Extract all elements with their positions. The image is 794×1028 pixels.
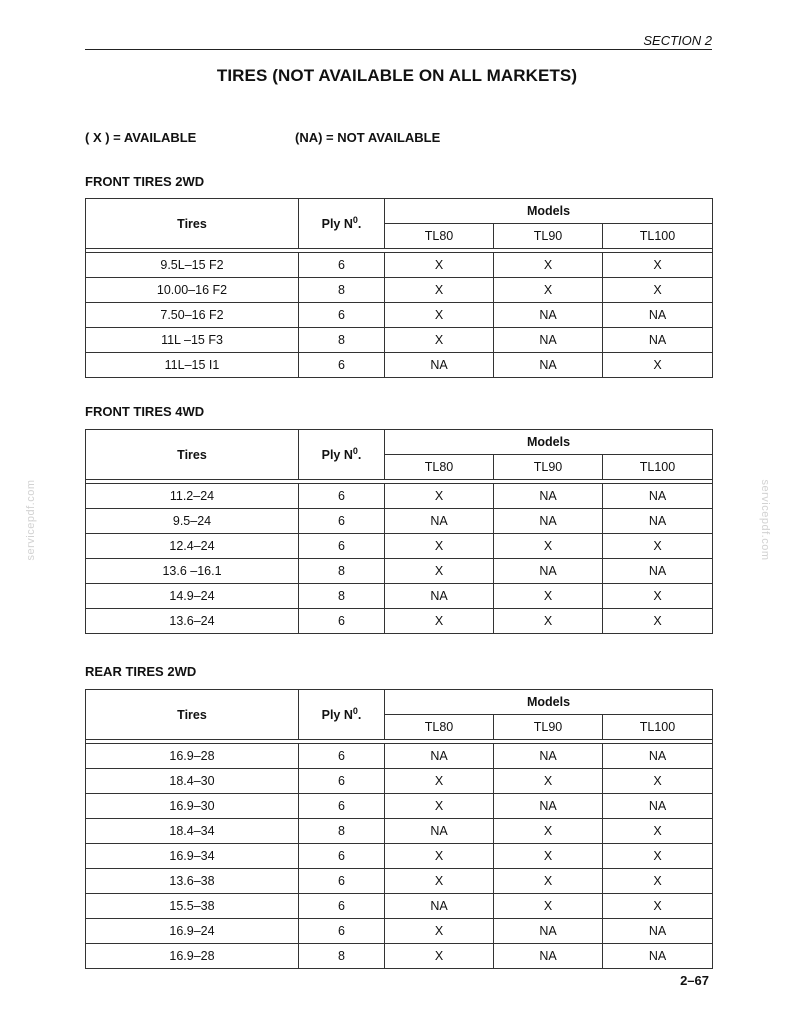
tire-size-cell: 15.5–38 (86, 894, 299, 919)
table-row (86, 484, 713, 509)
availability-cell: X (603, 769, 713, 794)
availability-cell: X (603, 584, 713, 609)
legend-available: ( X ) = AVAILABLE (85, 130, 197, 145)
header-model-m2: TL90 (494, 224, 603, 249)
ply-cell: 6 (299, 744, 385, 769)
ply-cell: 6 (299, 303, 385, 328)
availability-cell: X (494, 534, 603, 559)
availability-cell: NA (385, 744, 494, 769)
availability-cell: X (385, 944, 494, 969)
availability-cell: NA (603, 919, 713, 944)
availability-cell: X (385, 869, 494, 894)
availability-cell: X (494, 278, 603, 303)
table-row (86, 278, 713, 303)
table-row (86, 584, 713, 609)
tire-size-cell: 18.4–34 (86, 819, 299, 844)
header-rule (85, 49, 712, 50)
availability-cell: X (603, 609, 713, 634)
ply-cell: 6 (299, 534, 385, 559)
tire-size-cell: 13.6–38 (86, 869, 299, 894)
availability-cell: NA (494, 303, 603, 328)
tire-size-cell: 16.9–30 (86, 794, 299, 819)
availability-cell: X (494, 894, 603, 919)
availability-cell: X (385, 534, 494, 559)
availability-cell: NA (494, 944, 603, 969)
tire-size-cell: 11L –15 F3 (86, 328, 299, 353)
table-row (86, 744, 713, 769)
ply-cell: 8 (299, 944, 385, 969)
ply-cell: 6 (299, 509, 385, 534)
table-row (86, 559, 713, 584)
header-ply-superscript: 0 (352, 446, 358, 457)
availability-cell: X (603, 253, 713, 278)
availability-cell: NA (494, 353, 603, 378)
header-ply (299, 430, 385, 480)
availability-cell: NA (603, 509, 713, 534)
ply-cell: 6 (299, 794, 385, 819)
tire-size-cell: 16.9–24 (86, 919, 299, 944)
table-row (86, 919, 713, 944)
availability-cell: X (385, 919, 494, 944)
availability-cell: X (494, 584, 603, 609)
page-title: TIRES (NOT AVAILABLE ON ALL MARKETS) (216, 66, 578, 85)
availability-cell: NA (494, 559, 603, 584)
table-row (86, 944, 713, 969)
availability-cell: NA (385, 353, 494, 378)
ply-cell: 6 (299, 484, 385, 509)
watermark-right: servicepdf.com (759, 479, 771, 561)
header-tires: Tires (86, 199, 299, 249)
header-model-m2: TL90 (494, 455, 603, 480)
availability-cell: X (494, 769, 603, 794)
ply-cell: 8 (299, 328, 385, 353)
ply-cell: 8 (299, 278, 385, 303)
header-ply-suffix: . (357, 448, 362, 463)
table-row (86, 894, 713, 919)
availability-cell: X (385, 609, 494, 634)
section-label: SECTION 2 (643, 33, 712, 48)
header-model-m1: TL80 (385, 224, 494, 249)
legend-not-available: (NA) = NOT AVAILABLE (295, 130, 441, 145)
header-ply-label: Ply N (321, 708, 353, 723)
availability-cell: X (494, 844, 603, 869)
header-models: Models (385, 199, 713, 224)
availability-cell: X (385, 794, 494, 819)
tire-size-cell: 7.50–16 F2 (86, 303, 299, 328)
header-ply (299, 690, 385, 740)
availability-cell: X (385, 484, 494, 509)
availability-cell: X (494, 609, 603, 634)
header-ply-superscript: 0 (352, 215, 358, 226)
header-model-m2: TL90 (494, 715, 603, 740)
header-model-m3: TL100 (603, 455, 713, 480)
tire-size-cell: 16.9–28 (86, 944, 299, 969)
ply-cell: 8 (299, 819, 385, 844)
availability-cell: X (385, 303, 494, 328)
availability-cell: NA (494, 744, 603, 769)
availability-cell: X (385, 278, 494, 303)
header-model-m3: TL100 (603, 224, 713, 249)
availability-cell: X (494, 869, 603, 894)
availability-cell: NA (603, 328, 713, 353)
availability-cell: NA (494, 919, 603, 944)
ply-cell: 8 (299, 584, 385, 609)
tire-size-cell: 9.5–24 (86, 509, 299, 534)
availability-cell: X (385, 328, 494, 353)
tire-size-cell: 11L–15 I1 (86, 353, 299, 378)
tire-size-cell: 9.5L–15 F2 (86, 253, 299, 278)
availability-cell: X (494, 253, 603, 278)
table-title: REAR TIRES 2WD (85, 664, 197, 679)
availability-cell: NA (603, 303, 713, 328)
tires-table (85, 429, 713, 634)
table-row (86, 534, 713, 559)
availability-cell: X (603, 353, 713, 378)
ply-cell: 6 (299, 353, 385, 378)
ply-cell: 6 (299, 769, 385, 794)
header-model-m3: TL100 (603, 715, 713, 740)
availability-cell: X (603, 534, 713, 559)
tire-size-cell: 10.00–16 F2 (86, 278, 299, 303)
availability-cell: X (494, 819, 603, 844)
header-tires: Tires (86, 430, 299, 480)
availability-cell: X (603, 819, 713, 844)
header-ply-suffix: . (357, 708, 362, 723)
availability-cell: NA (603, 559, 713, 584)
availability-cell: NA (603, 794, 713, 819)
availability-cell: NA (494, 328, 603, 353)
ply-cell: 6 (299, 919, 385, 944)
tire-size-cell: 13.6 –16.1 (86, 559, 299, 584)
table-row (86, 303, 713, 328)
header-models: Models (385, 430, 713, 455)
header-ply-label: Ply N (321, 448, 353, 463)
tires-table (85, 689, 713, 969)
tire-size-cell: 12.4–24 (86, 534, 299, 559)
availability-cell: NA (603, 744, 713, 769)
availability-cell: NA (494, 794, 603, 819)
header-ply (299, 199, 385, 249)
tire-size-cell: 18.4–30 (86, 769, 299, 794)
availability-cell: X (603, 844, 713, 869)
availability-cell: NA (385, 894, 494, 919)
table-row (86, 769, 713, 794)
table-row (86, 509, 713, 534)
ply-cell: 6 (299, 844, 385, 869)
tire-size-cell: 11.2–24 (86, 484, 299, 509)
header-ply-superscript: 0 (352, 706, 358, 717)
table-row (86, 819, 713, 844)
table-row (86, 794, 713, 819)
availability-cell: X (603, 278, 713, 303)
header-models: Models (385, 690, 713, 715)
watermark-left: servicepdf.com (25, 479, 37, 561)
availability-cell: NA (494, 509, 603, 534)
table-title: FRONT TIRES 4WD (85, 404, 205, 419)
availability-cell: X (603, 894, 713, 919)
availability-cell: X (385, 844, 494, 869)
availability-cell: NA (603, 484, 713, 509)
tires-table (85, 198, 713, 378)
availability-cell: X (603, 869, 713, 894)
page-number: 2–67 (680, 973, 709, 988)
table-row (86, 609, 713, 634)
header-model-m1: TL80 (385, 715, 494, 740)
table-row (86, 328, 713, 353)
table-row (86, 253, 713, 278)
header-ply-suffix: . (357, 217, 362, 232)
tire-size-cell: 16.9–34 (86, 844, 299, 869)
ply-cell: 6 (299, 869, 385, 894)
ply-cell: 6 (299, 609, 385, 634)
tire-size-cell: 14.9–24 (86, 584, 299, 609)
header-tires: Tires (86, 690, 299, 740)
ply-cell: 6 (299, 894, 385, 919)
availability-cell: NA (494, 484, 603, 509)
tire-size-cell: 16.9–28 (86, 744, 299, 769)
availability-cell: X (385, 559, 494, 584)
table-title: FRONT TIRES 2WD (85, 174, 205, 189)
table-row (86, 869, 713, 894)
availability-cell: NA (603, 944, 713, 969)
table-row (86, 844, 713, 869)
header-model-m1: TL80 (385, 455, 494, 480)
availability-cell: X (385, 769, 494, 794)
availability-cell: NA (385, 584, 494, 609)
availability-cell: NA (385, 819, 494, 844)
header-ply-label: Ply N (321, 217, 353, 232)
ply-cell: 8 (299, 559, 385, 584)
tire-size-cell: 13.6–24 (86, 609, 299, 634)
table-row (86, 353, 713, 378)
ply-cell: 6 (299, 253, 385, 278)
availability-cell: X (385, 253, 494, 278)
availability-cell: NA (385, 509, 494, 534)
